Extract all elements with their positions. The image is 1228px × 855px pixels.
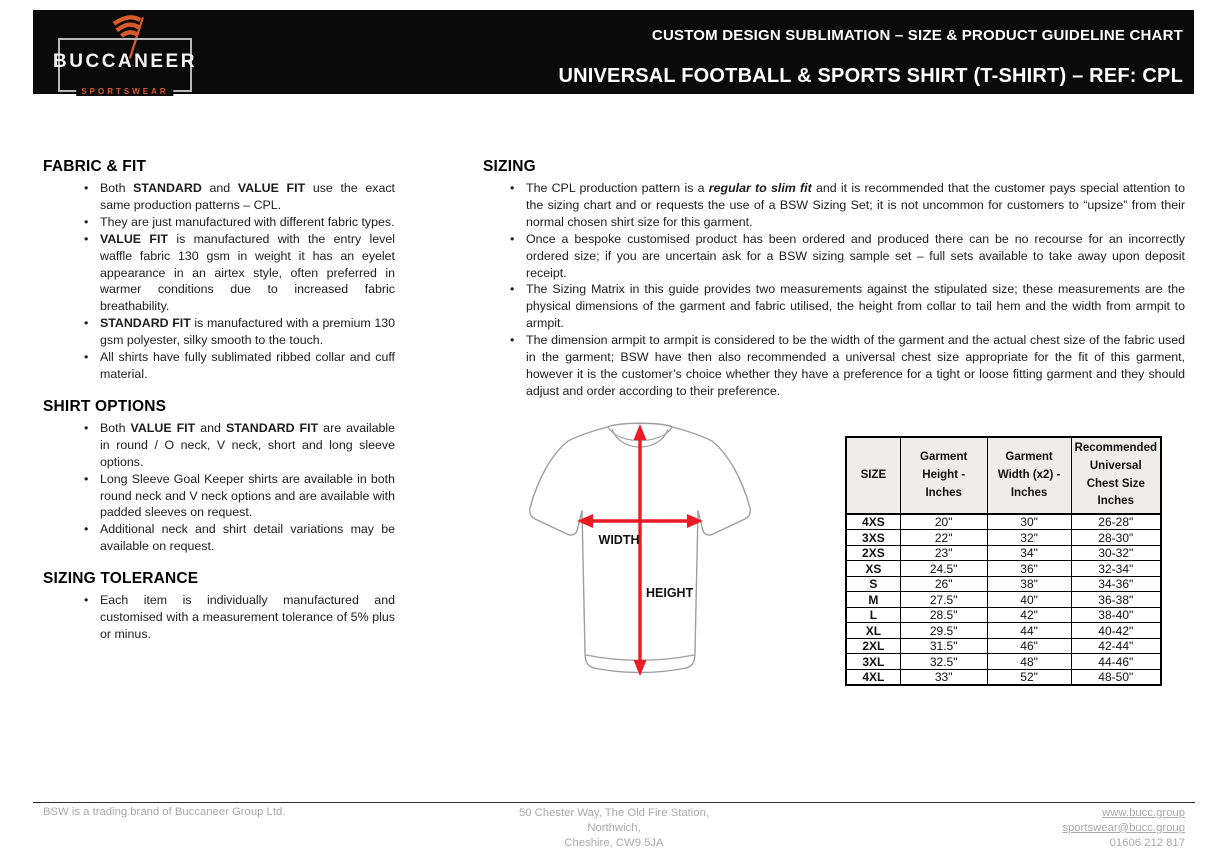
measurement-cell: 32.5" <box>900 654 987 670</box>
brand-name: BUCCANEER <box>53 51 197 72</box>
table-row <box>846 607 1161 623</box>
size-cell: XL <box>846 623 900 639</box>
table-row <box>846 561 1161 577</box>
measurement-cell: 34-36" <box>1071 576 1161 592</box>
table-col-header: SIZE <box>846 437 900 514</box>
logo-frame <box>53 38 197 96</box>
footer-divider <box>33 802 1195 803</box>
section-list-sizing <box>483 180 1185 400</box>
size-cell: M <box>846 592 900 608</box>
table-col-header: Garment Height - Inches <box>900 437 987 514</box>
table-row <box>846 592 1161 608</box>
measurement-cell: 38" <box>987 576 1071 592</box>
header-titles <box>558 10 1183 94</box>
measurement-cell: 30-32" <box>1071 545 1161 561</box>
size-cell: S <box>846 576 900 592</box>
size-cell: 2XL <box>846 638 900 654</box>
bullet-item: • Both STANDARD and VALUE FIT use the exact same production patterns – CPL. <box>100 180 395 214</box>
measurement-cell: 40" <box>987 592 1071 608</box>
section-heading-shirt-options: SHIRT OPTIONS <box>43 397 167 415</box>
sizing-section <box>483 158 1185 400</box>
section-heading-sizing: SIZING <box>483 158 536 175</box>
table-row <box>846 514 1161 530</box>
measurement-cell: 46" <box>987 638 1071 654</box>
measurement-cell: 48-50" <box>1071 669 1161 685</box>
measurement-cell: 20" <box>900 514 987 530</box>
measurement-cell: 48" <box>987 654 1071 670</box>
bullet-item: • They are just manufactured with different fabric types. <box>100 214 395 231</box>
measurement-cell: 36-38" <box>1071 592 1161 608</box>
left-column <box>43 158 395 658</box>
bullet-item: • Both VALUE FIT and STANDARD FIT are available in round / O neck, V neck, short and long sleeve options. <box>100 420 395 471</box>
size-cell: 3XS <box>846 530 900 546</box>
footer-address <box>414 806 814 850</box>
footer-website-link[interactable]: www.bucc.group <box>1102 807 1185 819</box>
sizing-matrix <box>845 436 1162 686</box>
size-cell: 2XS <box>846 545 900 561</box>
size-cell: XS <box>846 561 900 577</box>
table-row <box>846 669 1161 685</box>
measurement-cell: 33" <box>900 669 987 685</box>
measurement-cell: 27.5" <box>900 592 987 608</box>
size-cell: 3XL <box>846 654 900 670</box>
bullet-item: • All shirts have fully sublimated ribbed collar and cuff material. <box>100 349 395 383</box>
table-header-row <box>846 437 1161 514</box>
measurement-cell: 36" <box>987 561 1071 577</box>
section-list-shirt-options <box>43 420 395 555</box>
footer-email-link[interactable]: sportswear@bucc.group <box>1062 821 1185 834</box>
table-row <box>846 623 1161 639</box>
footer-address-line2: Northwich, <box>587 821 641 834</box>
measurement-cell: 44-46" <box>1071 654 1161 670</box>
measurement-cell: 28-30" <box>1071 530 1161 546</box>
measurement-cell: 42-44" <box>1071 638 1161 654</box>
section-list-sizing-tolerance <box>43 592 395 643</box>
size-cell: 4XS <box>846 514 900 530</box>
measurement-cell: 38-40" <box>1071 607 1161 623</box>
measurement-cell: 22" <box>900 530 987 546</box>
measurement-cell: 42" <box>987 607 1071 623</box>
footer-phone: 01606 212 817 <box>1109 836 1185 849</box>
right-column <box>483 158 1185 798</box>
bullet-item: • STANDARD FIT is manufactured with a premium 130 gsm polyester, silky smooth to the touch. <box>100 315 395 349</box>
doc-title-line1: CUSTOM DESIGN SUBLIMATION – SIZE & PRODUCT GUIDELINE CHART <box>651 27 1183 44</box>
measurement-cell: 28.5" <box>900 607 987 623</box>
footer-contacts <box>1062 806 1185 850</box>
footer-trading-note: BSW is a trading brand of Buccaneer Group Ltd. <box>43 806 286 818</box>
measurement-cell: 31.5" <box>900 638 987 654</box>
bullet-item: • Once a bespoke customised product has been ordered and produced there can be no recourse for an incorrectly ordered size; if you are uncertain ask for a BSW sizing sample set – full sets available to take away upon deposit receipt. <box>526 231 1185 282</box>
height-label: HEIGHT <box>646 586 694 600</box>
table-col-header: Recommended Universal Chest Size Inches <box>1071 437 1161 514</box>
size-cell: L <box>846 607 900 623</box>
measurement-cell: 24.5" <box>900 561 987 577</box>
measurement-cell: 52" <box>987 669 1071 685</box>
brand-subtitle: SPORTSWEAR <box>76 87 173 96</box>
table-row <box>846 654 1161 670</box>
footer-address-line1: 50 Chester Way, The Old Fire Station, <box>518 807 710 819</box>
sizing-table <box>845 436 1162 686</box>
bullet-item: • Each item is individually manufactured and customised with a measurement tolerance of 5% plus or minus. <box>100 592 395 643</box>
table-row <box>846 545 1161 561</box>
width-label: WIDTH <box>598 533 640 547</box>
measurement-cell: 23" <box>900 545 987 561</box>
tshirt-diagram-svg <box>515 414 775 694</box>
bullet-item: • Long Sleeve Goal Keeper shirts are available in both round neck and V neck options and are available with padded sleeves on request. <box>100 471 395 522</box>
measurement-cell: 44" <box>987 623 1071 639</box>
table-row <box>846 638 1161 654</box>
header-bar <box>33 10 1194 94</box>
table-row <box>846 530 1161 546</box>
bullet-item: • The CPL production pattern is a regular to slim fit and it is recommended that the customer pays special attention to the sizing chart and or requests the use of a BSW Sizing Set; it is not uncommon for customers to “upsize” from their normal chosen shirt size for this garment. <box>526 180 1185 231</box>
measurement-cell: 32-34" <box>1071 561 1161 577</box>
bullet-item: • The Sizing Matrix in this guide provides two measurements against the stipulated size; these measurements are the physical dimensions of the garment and fabric utilised, the height from collar to tail hem and the width from armpit to armpit. <box>526 281 1185 332</box>
measurement-cell: 26-28" <box>1071 514 1161 530</box>
bullet-item: • The dimension armpit to armpit is considered to be the width of the garment and the actual chest size of the fabric used in the garment; BSW have then also recommended a universal chest size appropriate for the fit of this garment, however it is the customer’s choice whether they have a preference for a tight or loose fitting garment and they should adjust and order according to their preference. <box>526 332 1185 400</box>
section-heading-fabric-fit: FABRIC & FIT <box>43 158 147 175</box>
measurement-cell: 26" <box>900 576 987 592</box>
brand-logo <box>53 38 197 96</box>
table-row <box>846 576 1161 592</box>
section-heading-sizing-tolerance: SIZING TOLERANCE <box>43 570 199 588</box>
table-col-header: Garment Width (x2) - Inches <box>987 437 1071 514</box>
measurement-cell: 29.5" <box>900 623 987 639</box>
tshirt-measurement-diagram <box>515 414 775 694</box>
bullet-item: • VALUE FIT is manufactured with the entry level waffle fabric 130 gsm in weight it has an eyelet appearance in an airtex style, often preferred in warmer conditions due to increased fabric breathability. <box>100 231 395 316</box>
bullet-item: • Additional neck and shirt detail variations may be available on request. <box>100 521 395 555</box>
measurement-cell: 32" <box>987 530 1071 546</box>
measurement-cell: 34" <box>987 545 1071 561</box>
measurement-cell: 40-42" <box>1071 623 1161 639</box>
doc-title-line2: UNIVERSAL FOOTBALL & SPORTS SHIRT (T-SHIRT) – REF: CPL <box>558 65 1183 87</box>
size-cell: 4XL <box>846 669 900 685</box>
section-list-fabric-fit <box>43 180 395 383</box>
measurement-cell: 30" <box>987 514 1071 530</box>
footer-address-line3: Cheshire, CW9 5JA <box>564 836 664 849</box>
